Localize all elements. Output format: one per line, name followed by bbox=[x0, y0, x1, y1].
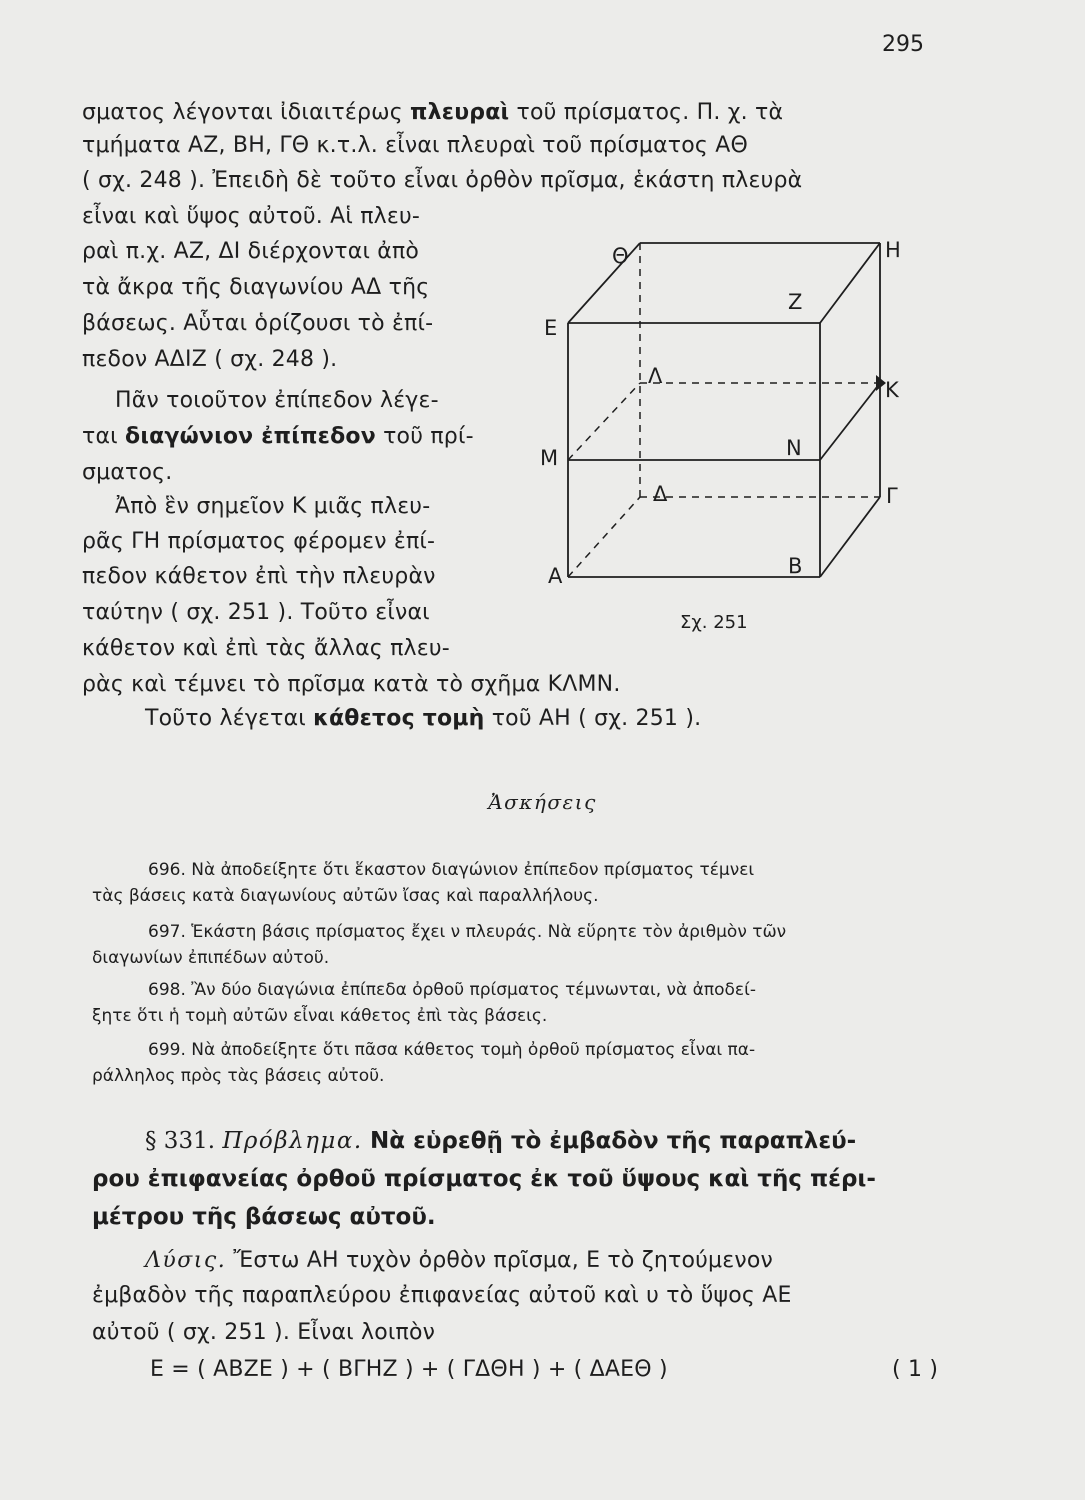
edge-Z-H bbox=[820, 243, 880, 323]
edge-B-GAMMA bbox=[820, 497, 880, 577]
solution-line: αὐτοῦ ( σχ. 251 ). Εἶναι λοιπὸν bbox=[92, 1320, 436, 1345]
exercise-698: 698. Ἂν δύο διαγώνια ἐπίπεδα ὀρθοῦ πρίσματος τέμνωνται, νὰ ἀποδεί- bbox=[148, 980, 756, 1000]
text-line: εἶναι καὶ ὕψος αὐτοῦ. Αἱ πλευ- bbox=[82, 204, 421, 229]
label-eta: Η bbox=[885, 238, 901, 262]
text-line: σματος λέγονται ἰδιαιτέρως πλευραὶ τοῦ πρίσματος. Π. χ. τὰ bbox=[82, 100, 784, 125]
text-line: πεδον ΑΔΙΖ ( σχ. 248 ). bbox=[82, 347, 338, 372]
formula: Ε = ( ΑΒΖΕ ) + ( ΒΓΗΖ ) + ( ΓΔΘΗ ) + ( ΔΑΕΘ ) bbox=[150, 1357, 668, 1382]
term-diagonal-plane: διαγώνιον ἐπίπεδον bbox=[125, 424, 376, 449]
hidden-edge-M-LAMBDA bbox=[568, 383, 640, 460]
text-line: βάσεως. Αὗται ὁρίζουσι τὸ ἐπί- bbox=[82, 311, 434, 336]
label-kappa: Κ bbox=[885, 378, 899, 402]
label-lambda: Λ bbox=[648, 364, 663, 388]
exercises-heading: Ἀσκήσεις bbox=[488, 790, 597, 814]
exercise-699: 699. Νὰ ἀποδείξητε ὅτι πᾶσα κάθετος τομὴ ὀρθοῦ πρίσματος εἶναι πα- bbox=[148, 1040, 756, 1060]
text-line: ται διαγώνιον ἐπίπεδον τοῦ πρί- bbox=[82, 424, 474, 449]
section-331-line3: μέτρου τῆς βάσεως αὐτοῦ. bbox=[92, 1204, 436, 1230]
text-line: Ἀπὸ ἓν σημεῖον Κ μιᾶς πλευ- bbox=[115, 494, 431, 519]
text-line: ( σχ. 248 ). Ἐπειδὴ δὲ τοῦτο εἶναι ὀρθὸν πρῖσμα, ἑκάστη πλευρὰ bbox=[82, 168, 803, 193]
label-epsilon: Ε bbox=[544, 316, 558, 340]
text-line: τμήματα ΑΖ, ΒΗ, ΓΘ κ.τ.λ. εἶναι πλευραὶ τοῦ πρίσματος ΑΘ bbox=[82, 133, 748, 158]
label-nu: Ν bbox=[786, 436, 802, 460]
term-pleurai: πλευραὶ bbox=[410, 100, 510, 125]
edge-NK bbox=[820, 383, 880, 460]
exercise-698-cont: ξητε ὅτι ἡ τομὴ αὐτῶν εἶναι κάθετος ἐπὶ τὰς βάσεις. bbox=[92, 1006, 548, 1026]
text-line: Πᾶν τοιοῦτον ἐπίπεδον λέγε- bbox=[115, 388, 439, 413]
page-number: 295 bbox=[882, 32, 924, 57]
prism-figure bbox=[530, 225, 930, 645]
text-line: σματος. bbox=[82, 460, 173, 485]
text-line: κάθετον καὶ ἐπὶ τὰς ἄλλας πλευ- bbox=[82, 636, 450, 661]
exercise-697: 697. Ἑκάστη βάσις πρίσματος ἔχει ν πλευράς. Νὰ εὕρητε τὸν ἀριθμὸν τῶν bbox=[148, 922, 787, 942]
figure-caption: Σχ. 251 bbox=[680, 612, 748, 633]
text-line: ραὶ π.χ. ΑΖ, ΔΙ διέρχονται ἀπὸ bbox=[82, 239, 420, 264]
text-line: τὰ ἄκρα τῆς διαγωνίου ΑΔ τῆς bbox=[82, 275, 430, 300]
equation-number: ( 1 ) bbox=[892, 1357, 939, 1382]
section-331-line2: ρου ἐπιφανείας ὀρθοῦ πρίσματος ἐκ τοῦ ὕψους καὶ τῆς πέρι- bbox=[92, 1166, 876, 1192]
label-delta: Δ bbox=[653, 482, 668, 506]
solution-label: Λύσις. bbox=[145, 1248, 227, 1273]
label-theta: Θ bbox=[612, 244, 629, 268]
solution-line: Λύσις. Ἔστω ΑΗ τυχὸν ὀρθὸν πρῖσμα, Ε τὸ ζητούμενον bbox=[145, 1248, 773, 1273]
label-mu: Μ bbox=[540, 446, 559, 470]
hidden-edge-A-DELTA bbox=[568, 497, 640, 577]
label-beta: Β bbox=[788, 554, 803, 578]
label-alpha: Α bbox=[548, 564, 563, 588]
text-line: ταύτην ( σχ. 251 ). Τοῦτο εἶναι bbox=[82, 600, 430, 625]
solution-line: ἐμβαδὸν τῆς παραπλεύρου ἐπιφανείας αὐτοῦ καὶ υ τὸ ὕψος ΑΕ bbox=[92, 1283, 792, 1308]
text-line: ρὰς καὶ τέμνει τὸ πρῖσμα κατὰ τὸ σχῆμα ΚΛΜΝ. bbox=[82, 672, 621, 697]
text-line: πεδον κάθετον ἐπὶ τὴν πλευρὰν bbox=[82, 564, 436, 589]
exercise-696-cont: τὰς βάσεις κατὰ διαγωνίους αὐτῶν ἴσας καὶ παραλλήλους. bbox=[92, 886, 599, 906]
edge-E-THETA bbox=[568, 243, 640, 323]
label-zeta: Ζ bbox=[788, 290, 803, 314]
section-331-title: § 331. Πρόβλημα. Νὰ εὑρεθῇ τὸ ἐμβαδὸν τῆς παραπλεύ- bbox=[145, 1128, 857, 1154]
term-perpendicular-section: κάθετος τομὴ bbox=[313, 706, 485, 731]
text-line: ρᾶς ΓΗ πρίσματος φέρομεν ἐπί- bbox=[82, 529, 436, 554]
text-line: Τοῦτο λέγεται κάθετος τομὴ τοῦ ΑΗ ( σχ. 251 ). bbox=[145, 706, 702, 731]
exercise-696: 696. Νὰ ἀποδείξητε ὅτι ἕκαστον διαγώνιον ἐπίπεδον πρίσματος τέμνει bbox=[148, 860, 755, 880]
label-gamma: Γ bbox=[886, 484, 898, 508]
exercise-697-cont: διαγωνίων ἐπιπέδων αὐτοῦ. bbox=[92, 948, 330, 968]
exercise-699-cont: ράλληλος πρὸς τὰς βάσεις αὐτοῦ. bbox=[92, 1066, 385, 1086]
